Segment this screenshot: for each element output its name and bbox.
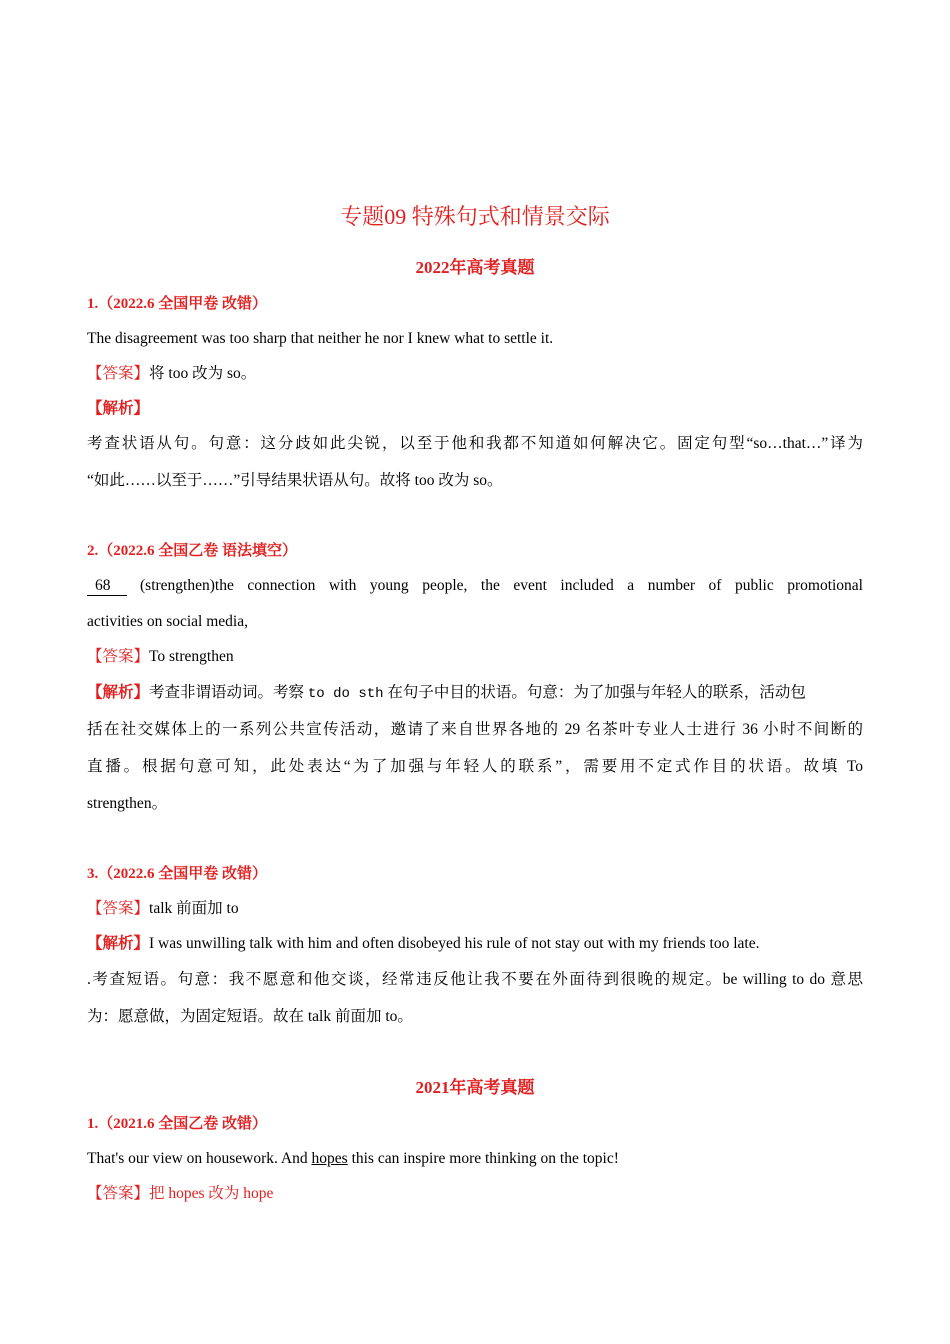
question-3-answer — [87, 899, 239, 919]
answer-text: To strengthen — [149, 648, 234, 665]
page-title: 专题09 特殊句式和情景交际 — [340, 204, 610, 229]
section-heading-2021: 2021年高考真题 — [415, 1078, 535, 1097]
question-1-text: The disagreement was too sharp that neither he nor I knew what to settle it. — [87, 330, 554, 347]
question-1-text — [87, 1149, 619, 1169]
answer-label: 【答案】 — [87, 648, 150, 665]
question-1-answer — [87, 1184, 273, 1204]
question-3-analysis — [87, 934, 759, 954]
question-3-head: 3.（2022.6 全国甲卷 改错） — [87, 866, 268, 882]
answer-label: 【答案】 — [87, 900, 150, 917]
question-2-text-line2: activities on social media, — [87, 613, 248, 630]
analysis-line: .考查短语。句意：我不愿意和他交谈，经常违反他让我不要在外面待到很晚的规定。be willing to do 意思 — [87, 971, 863, 988]
underlined-word: hopes — [311, 1150, 348, 1167]
answer-label: 【答案】 — [87, 365, 150, 382]
analysis-line: 括在社交媒体上的一系列公共宣传活动，邀请了来自世界各地的 29 名茶叶专业人士进行 36 小时不间断的 — [87, 721, 863, 738]
analysis-text: 考查非谓语动词。考察 — [149, 684, 305, 701]
analysis-text: I was unwilling talk with him and often disobeyed his rule of not stay out with my friends too late. — [149, 935, 760, 952]
question-1-answer — [87, 364, 256, 384]
question-2-analysis — [87, 683, 806, 704]
analysis-label: 【解析】 — [87, 935, 150, 952]
analysis-line: 为：愿意做，为固定短语。故在 talk 前面加 to。 — [87, 1008, 413, 1025]
question-text: That's our view on housework. And — [87, 1150, 312, 1167]
question-1-head: 1.（2022.6 全国甲卷 改错） — [87, 296, 268, 312]
analysis-code: to do sth — [307, 686, 384, 702]
question-text: this can inspire more thinking on the topic! — [347, 1150, 619, 1167]
answer-text: talk 前面加 to — [149, 900, 239, 917]
question-2-text — [87, 576, 863, 596]
question-2-head: 2.（2022.6 全国乙卷 语法填空） — [87, 543, 298, 559]
analysis-line: 直播。根据句意可知，此处表达“为了加强与年轻人的联系”，需要用不定式作目的状语。故填 To — [87, 758, 863, 775]
analysis-label: 【解析】 — [87, 684, 150, 701]
analysis-label: 【解析】 — [87, 400, 150, 417]
answer-text: 把 hopes 改为 hope — [149, 1185, 274, 1202]
analysis-text: 在句子中目的状语。句意：为了加强与年轻人的联系，活动包 — [387, 684, 806, 701]
fill-blank: 68 — [87, 577, 127, 596]
question-2-answer — [87, 647, 234, 667]
analysis-line: “如此……以至于……”引导结果状语从句。故将 too 改为 so。 — [87, 472, 503, 489]
answer-label: 【答案】 — [87, 1185, 150, 1202]
question-1-head: 1.（2021.6 全国乙卷 改错） — [87, 1116, 268, 1132]
answer-text: 将 too 改为 so。 — [149, 365, 257, 382]
section-heading-2022: 2022年高考真题 — [415, 258, 535, 277]
analysis-line: 考查状语从句。句意：这分歧如此尖锐，以至于他和我都不知道如何解决它。固定句型“so…that…”译为 — [87, 435, 863, 452]
question-2-text-line1: (strengthen)the connection with young people, the event included a number of public promotional — [140, 577, 863, 594]
analysis-line: strengthen。 — [87, 795, 168, 812]
